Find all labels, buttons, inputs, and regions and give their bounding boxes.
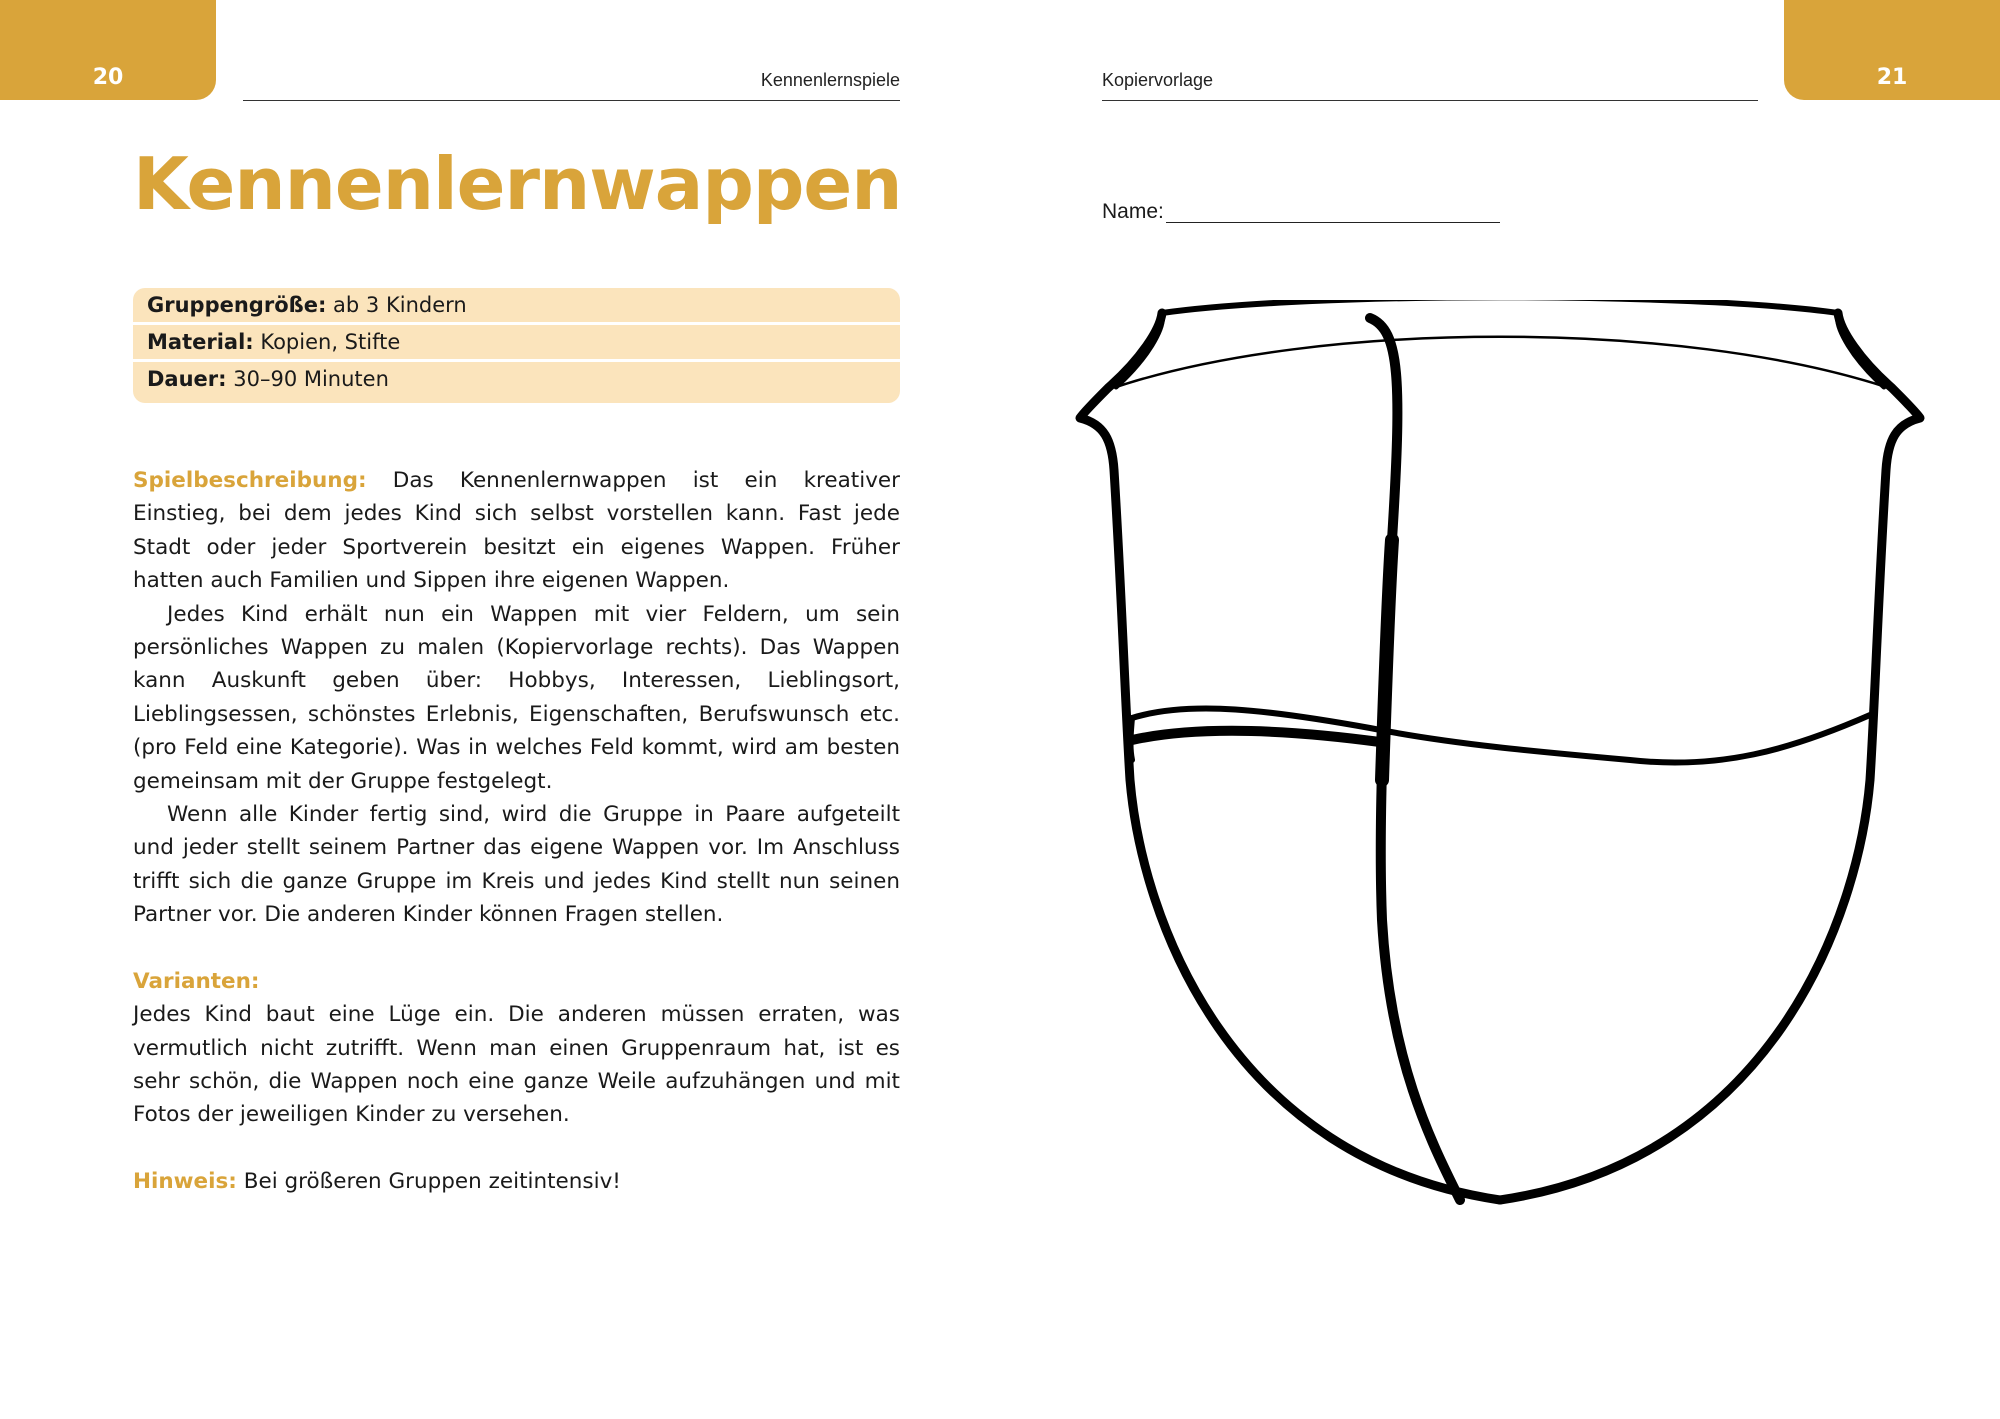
body-text: [133, 464, 900, 1198]
page-title: Kennenlernwappen: [133, 142, 902, 226]
info-label: Material:: [147, 330, 254, 354]
name-label: Name:: [1102, 200, 1164, 223]
info-value: ab 3 Kindern: [326, 293, 467, 317]
page-number-right: 21: [1876, 65, 1908, 90]
info-label: Gruppengröße:: [147, 293, 327, 317]
label-spielbeschreibung: Spielbeschreibung:: [133, 468, 367, 493]
info-row-group-size: [133, 288, 900, 325]
info-row-material: [133, 325, 900, 362]
running-head-right: Kopiervorlage: [1102, 70, 1214, 90]
header-rule-right: [1102, 100, 1758, 101]
label-hinweis: Hinweis:: [133, 1168, 237, 1194]
info-value: 30–90 Minuten: [226, 367, 389, 391]
info-box: [133, 288, 900, 403]
paragraph-3: Wenn alle Kinder fertig sind, wird die Gruppe in Paare aufgeteilt und jeder stellt seinem Partner das eigene Wappen vor. Im Anschluss trifft sich die ganze Gruppe im Kreis und jedes Kind stellt nun seinen Partner vor. Die anderen Kinder können Fragen stellen.: [133, 802, 900, 928]
right-page: [1000, 0, 2000, 1419]
name-field[interactable]: [1166, 222, 1500, 223]
text-spielbeschreibung: Das Kennenlernwappen ist ein kreativer Einstieg, bei dem jedes Kind sich selbst vorstellen kann. Fast jede Stadt oder jeder Sportverein besitzt ein eigenes Wappen. Früher hatten auch Familien und Sippen ihre eigenen Wappen.: [133, 468, 900, 594]
coat-of-arms-shield-icon: [1070, 300, 1930, 1240]
page-number-tab-left: [0, 0, 216, 100]
header-rule-left: [243, 100, 900, 101]
paragraph-hinweis: [133, 1165, 900, 1198]
paragraph-varianten: Jedes Kind baut eine Lüge ein. Die anderen müssen erraten, was vermutlich nicht zutrifft. Wenn man einen Gruppenraum hat, ist es sehr schön, die Wappen noch eine ganze Weile aufzuhängen und mit Fotos der jeweiligen Kinder zu versehen.: [133, 1002, 900, 1128]
page-number-tab-right: [1784, 0, 2000, 100]
info-value: Kopien, Stifte: [253, 330, 401, 354]
paragraph-description: [133, 464, 900, 598]
label-varianten: Varianten:: [133, 968, 260, 994]
page-number-left: 20: [92, 65, 124, 90]
info-label: Dauer:: [147, 367, 227, 391]
running-head-left: Kennenlernspiele: [760, 70, 900, 90]
paragraph-2: Jedes Kind erhält nun ein Wappen mit vier Feldern, um sein persönliches Wappen zu malen (Kopiervorlage rechts). Das Wappen kann Auskunft geben über: Hobbys, Interessen, Lieblingsort, Lieblingsessen, schönstes Erlebnis, Eigenschaften, Berufswunsch etc. (pro Feld eine Kategorie). Was in welches Feld kommt, wird am besten gemeinsam mit der Gruppe festgelegt.: [133, 601, 900, 794]
info-row-duration: [133, 362, 900, 403]
text-hinweis: Bei größeren Gruppen zeitintensiv!: [236, 1168, 621, 1194]
